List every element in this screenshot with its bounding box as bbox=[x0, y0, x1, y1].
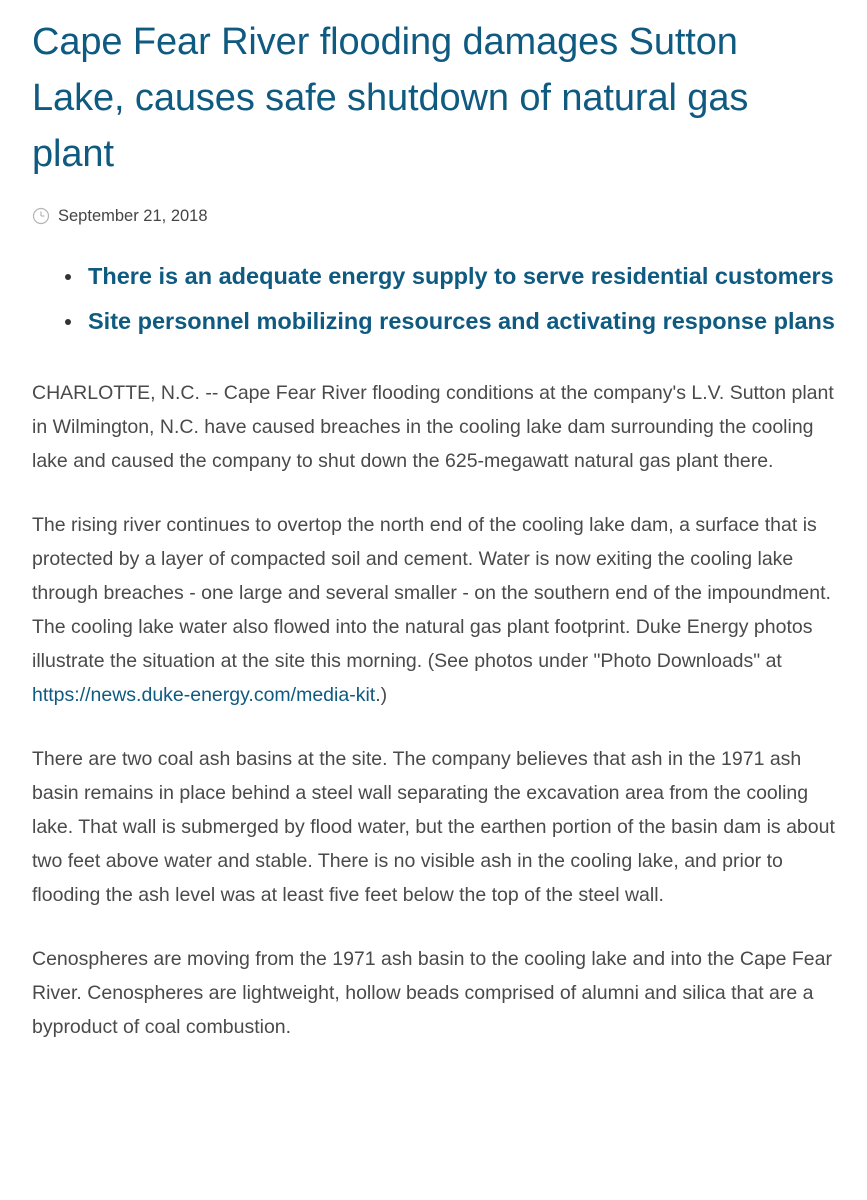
highlight-item: Site personnel mobilizing resources and activating response plans bbox=[60, 303, 865, 340]
paragraph-4: Cenospheres are moving from the 1971 ash basin to the cooling lake and into the Cape Fear River. Cenospheres are lightweight, hollow beads comprised of alumni and silica that are a byproduct of coal combustion. bbox=[32, 948, 832, 1038]
paragraph-2 bbox=[32, 508, 837, 712]
paragraph-3: There are two coal ash basins at the site. The company believes that ash in the 1971 ash basin remains in place behind a steel wall separating the excavation area from the cooling lake. That wall is submerged by flood water, but the earthen portion of the basin dam is about two feet above water and stable. There is no visible ash in the cooling lake, and prior to flooding the ash level was at least five feet below the top of the steel wall. bbox=[32, 748, 835, 906]
publish-date: September 21, 2018 bbox=[58, 206, 208, 225]
article-title: Cape Fear River flooding damages Sutton Lake, causes safe shutdown of natural gas plant bbox=[32, 21, 749, 175]
highlights-list bbox=[32, 258, 837, 340]
clock-icon bbox=[32, 204, 52, 228]
media-kit-link[interactable]: https://news.duke-energy.com/media-kit bbox=[32, 684, 376, 706]
paragraph-2-close: .) bbox=[375, 684, 388, 706]
paragraph-1: CHARLOTTE, N.C. -- Cape Fear River flooding conditions at the company's L.V. Sutton plant in Wilmington, N.C. have caused breaches in the cooling lake dam surrounding the cooling lake and caused the company to shut down the 625-megawatt natural gas plant there. bbox=[32, 382, 834, 472]
article-body bbox=[32, 376, 837, 1044]
paragraph-2-text: The rising river continues to overtop the north end of the cooling lake dam, a surface that is protected by a layer of compacted soil and cement. Water is now exiting the cooling lake through breaches - one large and several smaller - on the southern end of the impoundment. The cooling lake water also flowed into the natural gas plant footprint. Duke Energy photos illustrate the situation at the site this morning. (See photos under "Photo Downloads" at bbox=[32, 514, 831, 672]
highlight-item: There is an adequate energy supply to serve residential customers bbox=[60, 258, 865, 295]
article-dateline bbox=[32, 204, 837, 228]
